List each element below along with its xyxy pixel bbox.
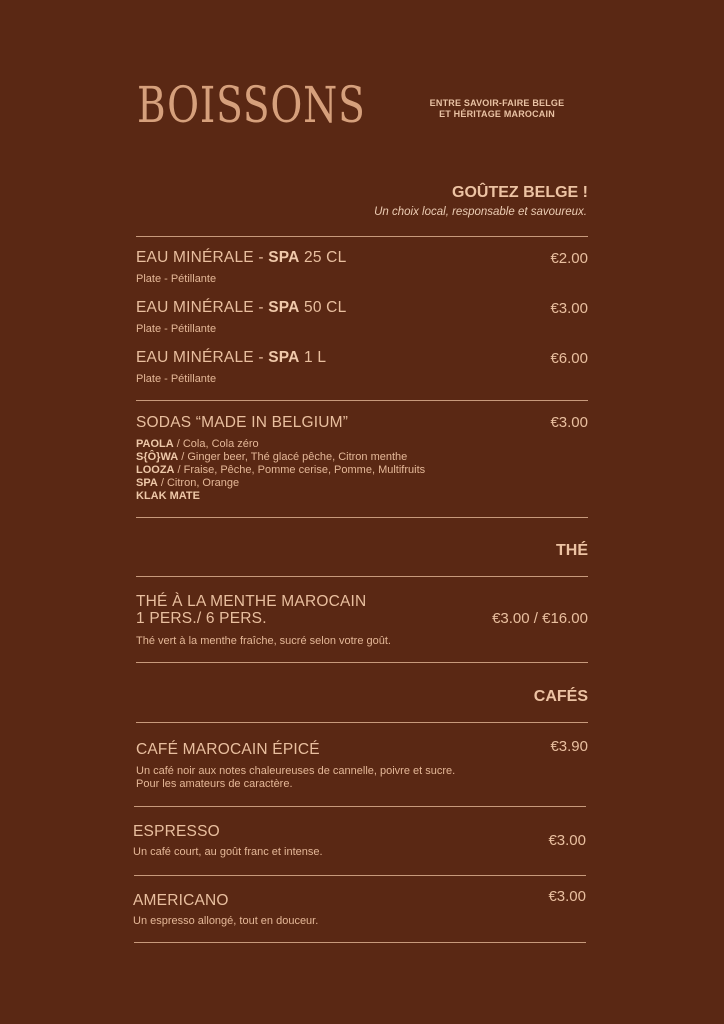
tagline-line-2: ET HÉRITAGE MAROCAIN [439, 109, 555, 119]
menu-item-price: €6.00 [550, 350, 588, 367]
menu-item-name-line-1: THÉ À LA MENTHE MAROCAIN [136, 593, 367, 610]
tagline [410, 98, 584, 120]
menu-item-desc: Plate - Pétillante [136, 273, 217, 285]
menu-item-price: €3.90 [550, 738, 588, 755]
menu-item-price: €3.00 [548, 888, 586, 905]
divider [134, 806, 586, 807]
menu-item-desc: Plate - Pétillante [136, 323, 217, 335]
divider [136, 722, 588, 723]
menu-item-desc: Un espresso allongé, tout en douceur. [133, 915, 319, 927]
soda-brand-line: KLAK MATE [136, 490, 200, 502]
page-title: BOISSONS [137, 76, 366, 134]
soda-brand-line: SPA / Citron, Orange [136, 477, 240, 489]
soda-brand-line: LOOZA / Fraise, Pêche, Pomme cerise, Pomme, Multifruits [136, 464, 426, 476]
menu-item-desc: Plate - Pétillante [136, 373, 217, 385]
menu-item-price: €3.00 [550, 300, 588, 317]
menu-item-name [136, 593, 366, 627]
section-title-the: THÉ [556, 542, 588, 559]
menu-item-price: €3.00 [550, 414, 588, 431]
menu-item-name: SODAS “MADE IN BELGIUM” [136, 414, 349, 431]
menu-item-price: €3.00 / €16.00 [492, 610, 588, 627]
menu-item-desc: Un café court, au goût franc et intense. [133, 846, 323, 858]
menu-item-name-line-2: 1 PERS./ 6 PERS. [136, 610, 267, 627]
divider [136, 400, 588, 401]
menu-item-desc-line-2: Pour les amateurs de caractère. [136, 778, 293, 790]
divider [134, 875, 586, 876]
divider [134, 942, 586, 943]
divider [136, 236, 588, 237]
soda-brand-list [136, 438, 425, 503]
menu-item-desc [136, 765, 455, 791]
divider [136, 517, 588, 518]
menu-item-name: AMERICANO [133, 892, 229, 909]
menu-item-desc: Thé vert à la menthe fraîche, sucré selon votre goût. [136, 635, 391, 647]
menu-item-price: €2.00 [550, 250, 588, 267]
menu-item-name: EAU MINÉRALE - SPA 25 CL [136, 249, 347, 266]
section-title-belge: GOÛTEZ BELGE ! [452, 184, 588, 201]
menu-item-name: EAU MINÉRALE - SPA 50 CL [136, 299, 347, 316]
divider [136, 662, 588, 663]
menu-item-name: ESPRESSO [133, 823, 220, 840]
section-subtitle-belge: Un choix local, responsable et savoureux. [374, 206, 587, 218]
tagline-line-1: ENTRE SAVOIR-FAIRE BELGE [429, 98, 565, 108]
soda-brand-line: PAOLA / Cola, Cola zéro [136, 438, 259, 450]
menu-item-name: EAU MINÉRALE - SPA 1 L [136, 349, 327, 366]
menu-item-name: CAFÉ MAROCAIN ÉPICÉ [136, 741, 320, 758]
menu-item-desc-line-1: Un café noir aux notes chaleureuses de cannelle, poivre et sucre. [136, 765, 456, 777]
section-title-cafes: CAFÉS [533, 688, 588, 705]
divider [136, 576, 588, 577]
soda-brand-line: S{Ô}WA / Ginger beer, Thé glacé pêche, Citron menthe [136, 451, 408, 463]
menu-item-price: €3.00 [548, 832, 586, 849]
